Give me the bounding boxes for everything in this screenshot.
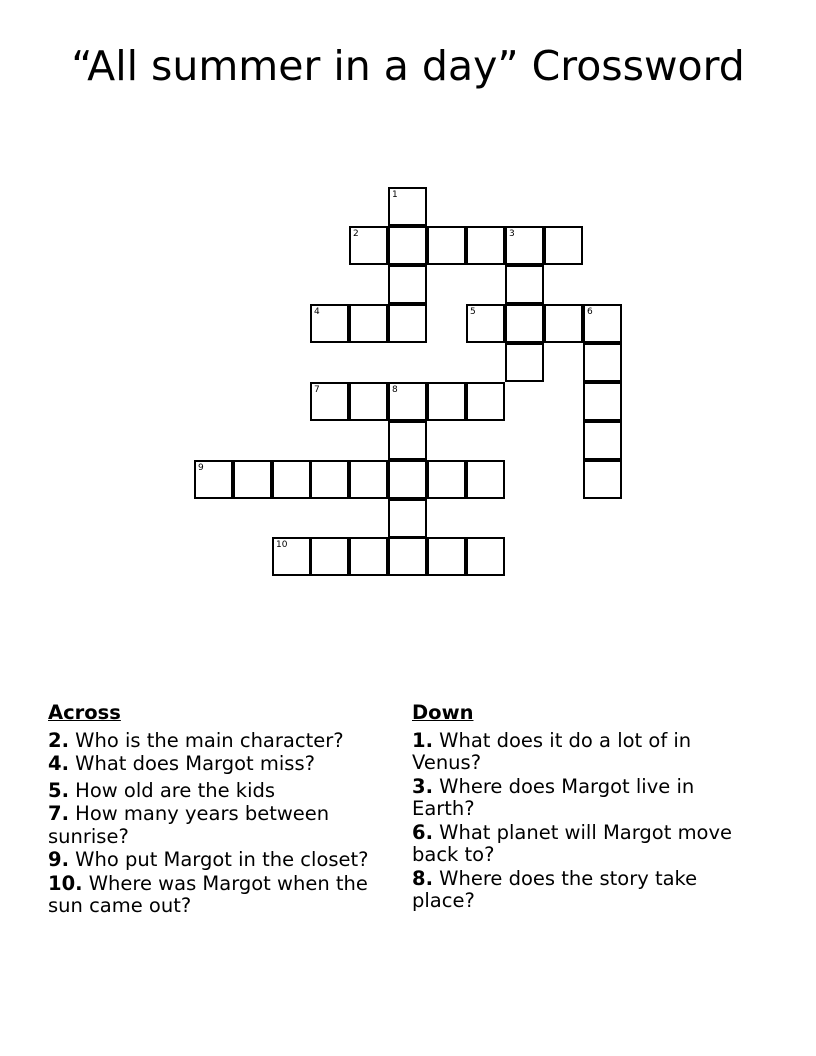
clue-item [48,849,393,872]
grid-cell[interactable] [233,460,272,499]
clue-number: 4 [314,307,320,317]
grid-cell[interactable] [466,537,505,576]
grid-cell[interactable] [388,382,427,421]
grid-cell[interactable] [310,304,349,343]
clue-number: 5 [470,307,476,317]
across-heading: Across [48,701,121,724]
grid-cell[interactable] [388,187,427,226]
grid-cell[interactable] [388,537,427,576]
clue-item-text: How many years between sunrise? [48,802,330,848]
clue-item [48,730,393,753]
clue-item-text: What planet will Margot move back to? [412,820,733,866]
clue-item-text: How old are the kids [68,778,276,802]
across-clues [48,702,393,919]
clue-number: 3 [509,229,515,239]
clue-item-number: 2. [48,728,69,752]
grid-cell[interactable] [466,460,505,499]
grid-cell[interactable] [583,304,622,343]
clue-item-number: 1. [412,728,433,752]
clue-item-number: 3. [412,774,433,798]
grid-cell[interactable] [427,537,466,576]
grid-cell[interactable] [388,226,427,265]
clue-item [48,753,393,776]
clue-item [48,803,393,848]
grid-cell[interactable] [505,226,544,265]
grid-cell[interactable] [388,304,427,343]
clue-item-number: 6. [412,820,433,844]
clue-item [412,776,742,821]
clue-item-text: What does Margot miss? [68,752,315,775]
grid-cell[interactable] [505,343,544,382]
clue-number: 2 [353,229,359,239]
grid-cell[interactable] [272,537,311,576]
grid-cell[interactable] [544,304,583,343]
grid-cell[interactable] [388,265,427,304]
clue-item-text: Who put Margot in the closet? [68,848,369,871]
grid-cell[interactable] [349,382,388,421]
clue-item-number: 5. [48,778,69,802]
grid-cell[interactable] [388,499,427,538]
clue-item-number: 4. [48,752,69,775]
grid-cell[interactable] [349,460,388,499]
clue-item [48,873,393,918]
clue-item-text: What does it do a lot of in Venus? [412,728,692,774]
grid-cell[interactable] [583,421,622,460]
down-heading: Down [412,701,474,724]
clue-number: 7 [314,385,320,395]
grid-cell[interactable] [310,460,349,499]
grid-cell[interactable] [466,382,505,421]
down-clues [412,702,742,914]
grid-cell[interactable] [427,382,466,421]
clue-item-text: Where was Margot when the sun came out? [48,871,368,917]
page-title: “All summer in a day” Crossword [71,42,745,90]
clue-item [412,868,742,913]
grid-cell[interactable] [505,265,544,304]
grid-cell[interactable] [194,460,233,499]
grid-cell[interactable] [583,343,622,382]
clue-item-text: Where does the story take place? [412,866,698,912]
grid-cell[interactable] [310,382,349,421]
clue-item-number: 7. [48,802,69,825]
grid-cell[interactable] [427,460,466,499]
clue-item [48,780,393,803]
clue-number: 10 [276,540,288,550]
grid-cell[interactable] [388,460,427,499]
clue-number: 8 [392,385,398,395]
clue-item-text: Where does Margot live in Earth? [412,774,695,820]
grid-cell[interactable] [272,460,311,499]
grid-cell[interactable] [427,226,466,265]
grid-cell[interactable] [388,421,427,460]
clue-number: 1 [392,190,398,200]
clue-item-number: 9. [48,848,69,871]
clue-item [412,730,742,775]
grid-cell[interactable] [310,537,349,576]
grid-cell[interactable] [505,304,544,343]
grid-cell[interactable] [466,226,505,265]
grid-cell[interactable] [349,537,388,576]
clue-item-number: 8. [412,866,433,890]
grid-cell[interactable] [583,460,622,499]
grid-cell[interactable] [544,226,583,265]
clue-number: 6 [587,307,593,317]
grid-cell[interactable] [466,304,505,343]
clue-item [412,822,742,867]
grid-cell[interactable] [349,226,388,265]
grid-cell[interactable] [583,382,622,421]
clue-item-text: Who is the main character? [68,728,344,752]
clue-item-number: 10. [48,871,83,895]
clue-number: 9 [198,463,204,473]
grid-cell[interactable] [349,304,388,343]
